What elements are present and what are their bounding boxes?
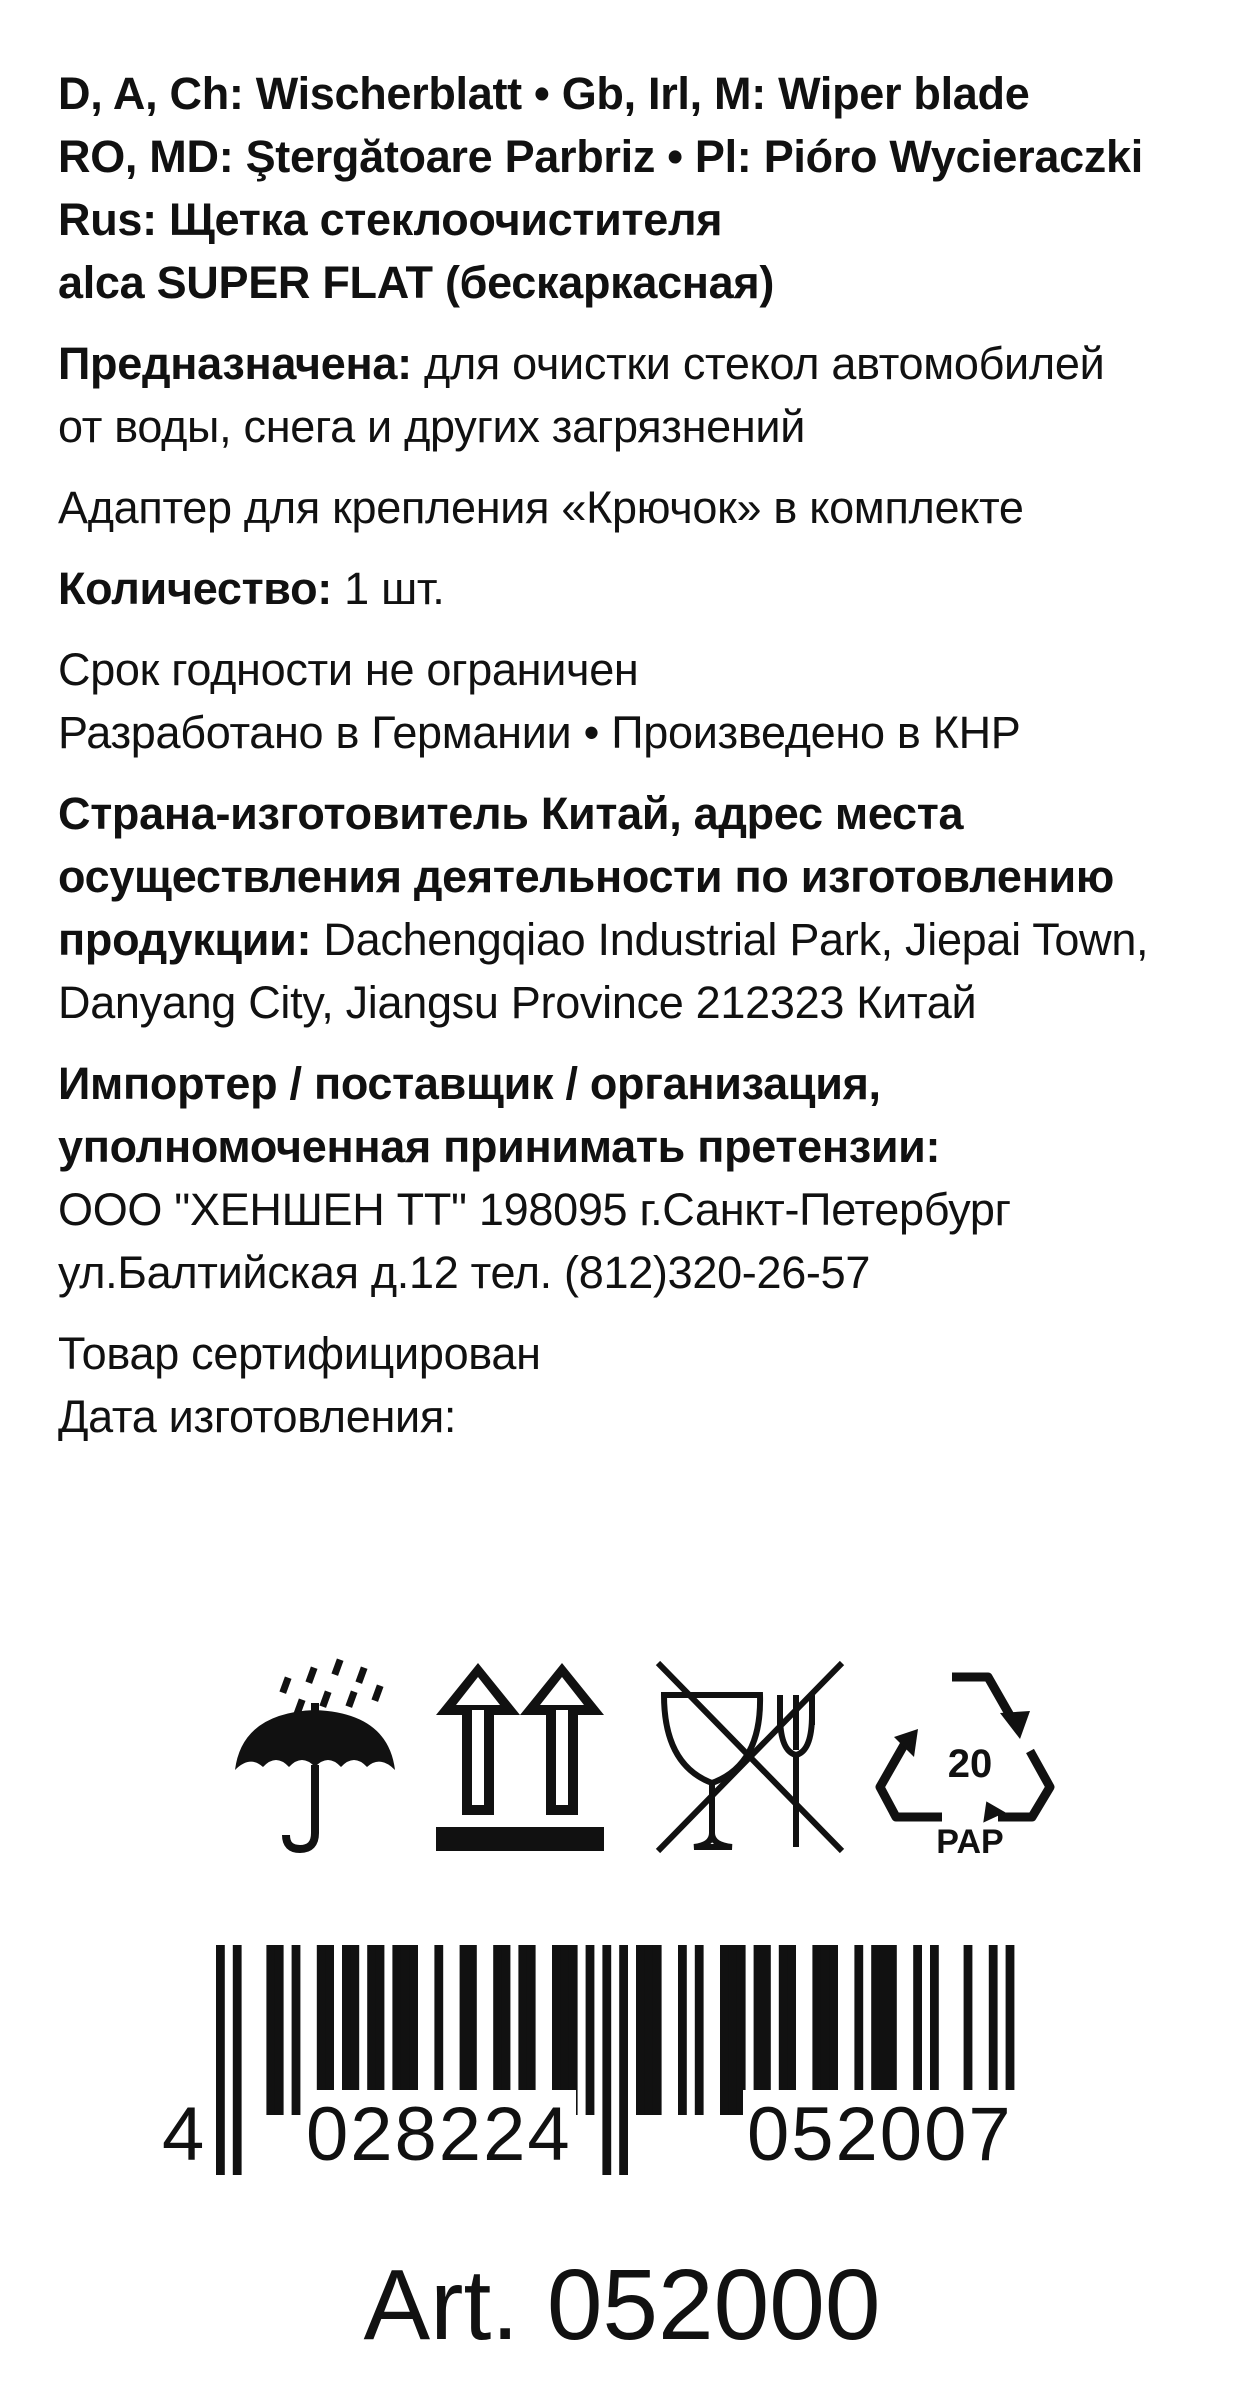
barcode-guard-bar (216, 1945, 225, 2175)
product-name-ru: Rus: Щетка стеклоочистителя (58, 194, 723, 245)
barcode-bar (695, 1945, 704, 2115)
manufacturer-address-2: Danyang City, Jiangsu Province 212323 Китай (58, 977, 977, 1028)
barcode-first-digit: 4 (158, 2090, 210, 2180)
product-name-de-en: D, A, Ch: Wischerblatt • Gb, Irl, M: Wiper blade (58, 68, 1030, 119)
manufacturer-block (58, 782, 1228, 1034)
barcode-bar (720, 1945, 729, 2115)
manufacturer-heading-1: Страна-изготовитель Китай, адрес места (58, 788, 964, 839)
quantity-value: 1 шт. (331, 563, 445, 614)
barcode-bar (644, 1945, 653, 2115)
importer-block (58, 1052, 1228, 1304)
recycling-icon (870, 1655, 1070, 1855)
quantity-label: Количество: (58, 563, 332, 614)
barcode-right-group: 052007 (743, 2090, 1017, 2180)
barcode-bar (586, 1945, 595, 2115)
quantity-block (58, 557, 1228, 620)
barcode-bar (292, 1945, 301, 2115)
packaging-symbols (230, 1655, 1070, 1865)
shelf-life-text: Срок годности не ограничен (58, 644, 639, 695)
product-name-ro-pl: RO, MD: Ştergătoare Parbriz • Pl: Pióro Wycieraczki (58, 131, 1143, 182)
barcode-bar (266, 1945, 275, 2115)
this-way-up-icon (430, 1655, 610, 1855)
importer-heading-2: уполномоченная принимать претензии: (58, 1121, 941, 1172)
certified-text: Товар сертифицирован (58, 1328, 541, 1379)
importer-address-1: ООО "ХЕНШЕН ТТ" 198095 г.Санкт-Петербург (58, 1184, 1011, 1235)
purpose-text: для очистки стекол автомобилей (411, 338, 1105, 389)
barcode-bar (678, 1945, 687, 2115)
production-date-label: Дата изготовления: (58, 1391, 457, 1442)
shelf-life-block (58, 638, 1228, 764)
manufacturer-heading-3: продукции: (58, 914, 312, 965)
article-number: Art. 052000 (363, 2249, 881, 2361)
manufacturer-heading-2: осуществления деятельности по изготовлению (58, 851, 1114, 902)
product-model: alca SUPER FLAT (бескаркасная) (58, 257, 775, 308)
product-name-block (58, 62, 1228, 314)
barcode-bar (275, 1945, 284, 2115)
adapter-text: Адаптер для крепления «Крючок» в комплекте (58, 482, 1024, 533)
umbrella-keep-dry-icon (230, 1655, 400, 1855)
recycling-code: PAP (936, 1823, 1004, 1855)
recycling-number: 20 (947, 1742, 993, 1786)
barcode-guard-bar (602, 1945, 611, 2175)
purpose-text-cont: от воды, снега и других загрязнений (58, 401, 806, 452)
purpose-label: Предназначена: (58, 338, 412, 389)
purpose-block (58, 332, 1228, 458)
importer-address-2: ул.Балтийская д.12 тел. (812)320-26-57 (58, 1247, 871, 1298)
not-food-safe-icon (650, 1655, 850, 1855)
barcode-bar (653, 1945, 662, 2115)
barcode-bar (728, 1945, 737, 2115)
certification-block (58, 1322, 1228, 1448)
text-content (58, 62, 1228, 1466)
barcode-left-group: 028224 (302, 2090, 576, 2180)
origin-text: Разработано в Германии • Произведено в КНР (58, 707, 1021, 758)
importer-heading-1: Импортер / поставщик / организация, (58, 1058, 881, 1109)
adapter-block (58, 476, 1228, 539)
barcode-guard-bar (619, 1945, 628, 2175)
barcode-guard-bar (233, 1945, 242, 2175)
barcode-bar (636, 1945, 645, 2115)
manufacturer-address-1: Dachengqiao Industrial Park, Jiepai Town, (311, 914, 1149, 965)
